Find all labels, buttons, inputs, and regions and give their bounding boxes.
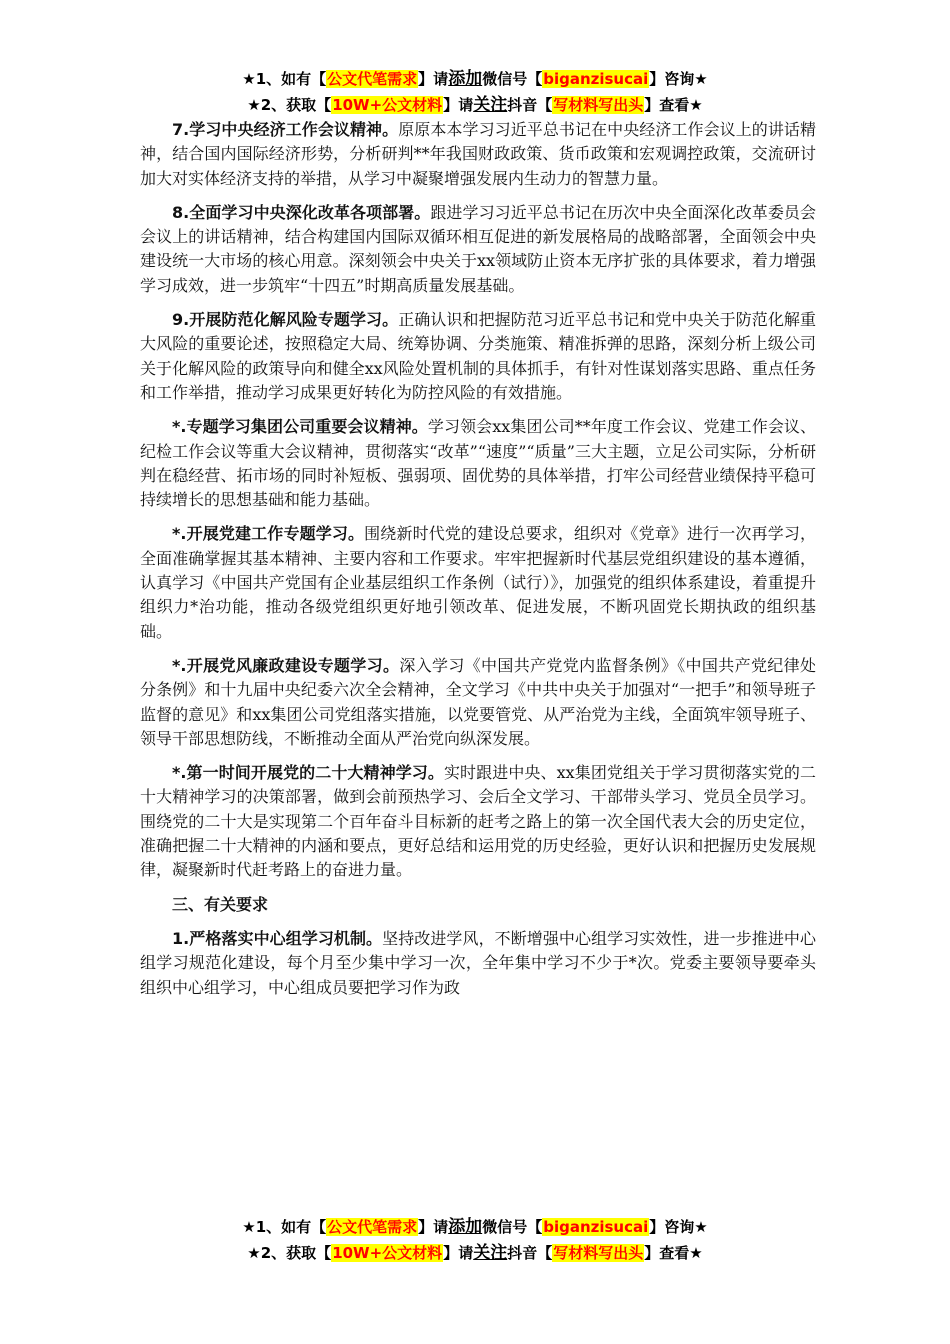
paragraph-text: 坚持改进学风，不断增强中心组学习实效性，进一步推进中心组学习规范化建设，每个月至少集中学习一次，全年集中学习不少于*次。党委主要领导要牵头组织中心组学习，中心组成员要把学习作为政 xyxy=(140,928,816,997)
promo-highlight: 公文代笔需求 xyxy=(327,1218,418,1236)
promo-text: 抖音【 xyxy=(507,1244,553,1262)
paragraph-text: 围绕新时代党的建设总要求，组织对《党章》进行一次再学习，全面准确掌握其基本精神、主要内容和工作要求。牢牢把握新时代基层党组织建设的基本遵循，认真学习《中国共产党国有企业基层组织工作条例（试行）》，加强党的组织体系建设，着重提升组织力*治功能，推动各级党组织更好地引领改革、促进发展，不断巩固党长期执政的组织基础。 xyxy=(140,524,816,641)
promo-text: 微信号【 xyxy=(482,1218,543,1236)
paragraph-text: 深入学习《中国共产党党内监督条例》《中国共产党纪律处分条例》和十九届中央纪委六次全会精神，全文学习《中共中央关于加强对“一把手”和领导班子监督的意见》和xx集团公司党组落实措施，以党要管党、从严治党为主线，全面筑牢领导班子、领导干部思想防线，不断推动全面从严治党向纵深发展。 xyxy=(140,655,816,748)
promo-text: 微信号【 xyxy=(482,70,543,88)
promo-text: 】请 xyxy=(443,1244,474,1262)
promo-text: 抖音【 xyxy=(507,96,553,114)
promo-line-2 xyxy=(0,1240,950,1266)
promo-text: 】查看★ xyxy=(644,1244,703,1262)
promo-text: 】请 xyxy=(418,1218,449,1236)
paragraph-heading: 9.开展防范化解风险专题学习。 xyxy=(172,310,399,330)
paragraph-heading: 7.学习中央经济工作会议精神。 xyxy=(172,120,399,139)
promo-line-1 xyxy=(0,66,950,92)
promo-text: 】查看★ xyxy=(644,96,703,114)
promo-banner-bottom xyxy=(0,1214,950,1266)
paragraph-requirement-1 xyxy=(140,927,816,1000)
promo-text: ★1、如有【 xyxy=(242,1218,327,1236)
wechat-id-highlight: biganzisucai xyxy=(543,1218,649,1236)
paragraph-heading: *.第一时间开展党的二十大精神学习。 xyxy=(172,763,444,783)
document-body xyxy=(140,118,816,1010)
section-title: 三、有关要求 xyxy=(172,894,269,914)
paragraph-heading: *.开展党建工作专题学习。 xyxy=(172,524,365,544)
promo-underline: 添加 xyxy=(448,1217,483,1237)
promo-text: 】请 xyxy=(443,96,474,114)
paragraph-text: 实时跟进中央、xx集团党组关于学习贯彻落实党的二十大精神学习的决策部署，做到会前预热学习、会后全文学习、干部带头学习、党员全员学习。围绕党的二十大是实现第二个百年奋斗目标新的赶考之路上的第一次全国代表大会的历史定位，准确把握二十大精神的内涵和要点，更好总结和运用党的历史经验，更好认识和把握历史发展规律，凝聚新时代赶考路上的奋进力量。 xyxy=(140,763,816,880)
paragraph-integrity xyxy=(140,654,816,751)
paragraph-heading: 8.全面学习中央深化改革各项部署。 xyxy=(172,202,431,222)
paragraph-party-building xyxy=(140,522,816,643)
promo-line-1 xyxy=(0,1214,950,1240)
paragraph-heading: *.专题学习集团公司重要会议精神。 xyxy=(172,417,428,437)
promo-underline: 关注 xyxy=(473,1243,508,1263)
paragraph-text: 跟进学习习近平总书记在历次中央全面深化改革委员会会议上的讲话精神，结合构建国内国际双循环相互促进的新发展格局的战略部署，全面领会中央建设统一大市场的核心用意。深刻领会中央关于xx领域防止资本无序扩张的具体要求，着力增强学习成效，进一步筑牢“十四五”时期高质量发展基础。 xyxy=(140,202,816,295)
douyin-id-highlight: 写材料写出头 xyxy=(553,96,644,114)
paragraph-group-meetings xyxy=(140,415,816,512)
promo-highlight: 公文代笔需求 xyxy=(327,70,418,88)
promo-text: ★1、如有【 xyxy=(242,70,327,88)
paragraph-8 xyxy=(140,201,816,298)
paragraph-text: 原原本本学习习近平总书记在中央经济工作会议上的讲话精神，结合国内国际经济形势，分析研判**年我国财政政策、货币政策和宏观调控政策，交流研讨加大对实体经济支持的举措，从学习中凝聚增强发展内生动力的智慧力量。 xyxy=(140,120,816,188)
promo-text: 】请 xyxy=(418,70,449,88)
promo-highlight: 10W+公文材料 xyxy=(332,1244,443,1262)
paragraph-text: 正确认识和把握防范习近平总书记和党中央关于防范化解重大风险的重要论述，按照稳定大局、统筹协调、分类施策、精准拆弹的思路，深刻分析上级公司关于化解风险的政策导向和健全xx风险处置机制的具体抓手，有针对性谋划落实思路、重点任务和工作举措，推动学习成果更好转化为防控风险的有效措施。 xyxy=(140,310,816,402)
paragraph-heading: *.开展党风廉政建设专题学习。 xyxy=(172,655,400,675)
wechat-id-highlight: biganzisucai xyxy=(543,70,649,88)
douyin-id-highlight: 写材料写出头 xyxy=(553,1244,644,1262)
promo-underline: 关注 xyxy=(473,95,508,115)
promo-line-2 xyxy=(0,92,950,118)
paragraph-heading: 1.严格落实中心组学习机制。 xyxy=(172,928,383,948)
promo-text: ★2、获取【 xyxy=(247,96,332,114)
paragraph-text: 学习领会xx集团公司**年度工作会议、党建工作会议、纪检工作会议等重大会议精神，贯彻落实“改革”“速度”“质量”三大主题，立足公司实际，分析研判在稳经营、拓市场的同时补短板、强弱项、固优势的具体举措，打牢公司经营业绩保持平稳可持续增长的思想基础和能力基础。 xyxy=(140,417,816,510)
promo-text: ★2、获取【 xyxy=(247,1244,332,1262)
paragraph-7 xyxy=(140,118,816,191)
promo-banner-top xyxy=(0,66,950,118)
promo-text: 】咨询★ xyxy=(649,70,708,88)
promo-highlight: 10W+公文材料 xyxy=(332,96,443,114)
paragraph-twentieth-congress xyxy=(140,761,816,882)
paragraph-9 xyxy=(140,308,816,405)
promo-text: 】咨询★ xyxy=(649,1218,708,1236)
promo-underline: 添加 xyxy=(448,69,483,89)
